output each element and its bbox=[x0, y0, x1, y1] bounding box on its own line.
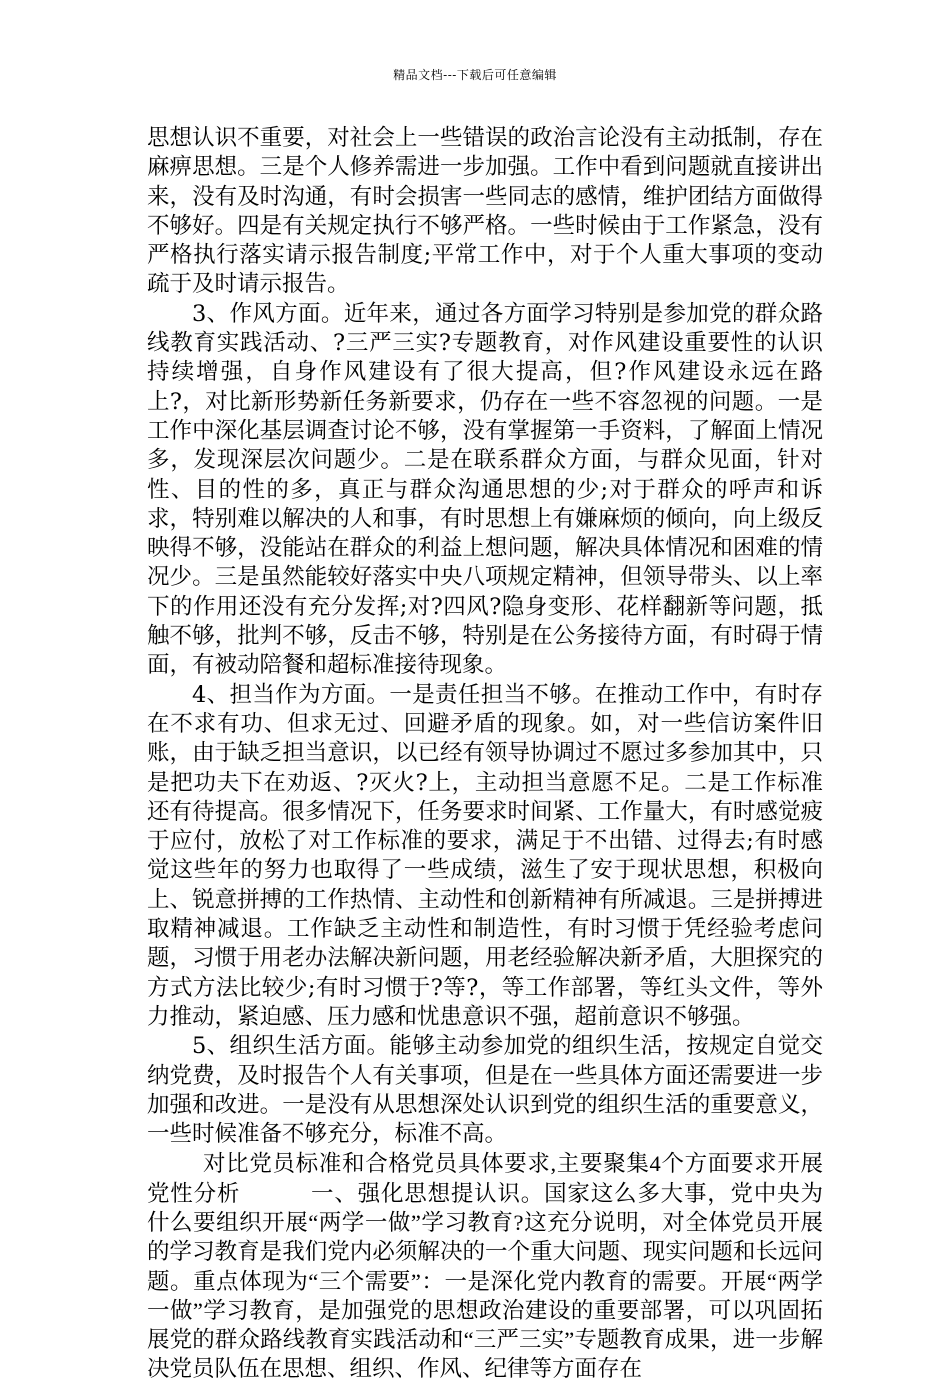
page-header: 精品文档---下载后可任意编辑 bbox=[393, 68, 557, 82]
paragraph-work-style: 3、作风方面。近年来，通过各方面学习特别是参加党的群众路线教育实践活动、?三严三实?专题教育，对作风建设重要性的认识持续增强，自身作风建设有了很大提高，但?作风建设永远在路上?，对比新形势新任务新要求，仍存在一些不容忽视的问题。一是工作中深化基层调查讨论不够，没有掌握第一手资料，了解面上情况多，发现深层次问题少。二是在联系群众方面，与群众见面，针对性、目的性的多，真正与群众沟通思想的少;对于群众的呼声和诉求，特别难以解决的人和事，有时思想上有嫌麻烦的倾向，向上级反映得不够，没能站在群众的利益上想问题，解决具体情况和困难的情况少。三是虽然能较好落实中央八项规定精神，但领导带头、以上率下的作用还没有充分发挥;对?四风?隐身变形、花样翻新等问题，抵触不够，批判不够，反击不够，特别是在公务接待方面，有时碍于情面，有被动陪餐和超标准接待现象。 bbox=[147, 300, 823, 679]
party-analysis-body: 一、强化思想提认识。国家这么多大事，党中央为什么要组织开展“两学一做”学习教育?这充分说明，对全体党员开展的学习教育是我们党内必须解决的一个重大问题、现实问题和长远问题。重点体现为“三个需要”：一是深化党内教育的需要。开展“两学一做”学习教育，是加强党的思想政治建设的重要部署，可以巩固拓展党的群众路线教育实践活动和“三严三实”专题教育成果，进一步解决党员队伍在思想、组织、作风、纪律等方面存在 bbox=[147, 1180, 823, 1382]
document-body bbox=[147, 124, 823, 1384]
paragraph-organizational-life: 5、组织生活方面。能够主动参加党的组织生活，按规定自觉交纳党费，及时报告个人有关事项，但是在一些具体方面还需要进一步加强和改进。一是没有从思想深处认识到党的组织生活的重要意义，一些时候准备不够充分，标准不高。 bbox=[147, 1033, 823, 1148]
paragraph-responsibility: 4、担当作为方面。一是责任担当不够。在推动工作中，有时存在不求有功、但求无过、回避矛盾的现象。如，对一些信访案件旧账，由于缺乏担当意识，以已经有领导协调过不愿过多参加其中，只是把功夫下在劝返、?灭火?上，主动担当意愿不足。二是工作标准还有待提高。很多情况下，任务要求时间紧、工作量大，有时感觉疲于应付，放松了对工作标准的要求，满足于不出错、过得去;有时感觉这些年的努力也取得了一些成绩，滋生了安于现状思想，积极向上、锐意拼搏的工作热情、主动性和创新精神有所减退。三是拼搏进取精神减退。工作缺乏主动性和制造性，有时习惯于凭经验考虑问题，习惯于用老办法解决新问题，用老经验解决新矛盾，大胆探究的方式方法比较少;有时习惯于?等?，等工作部署，等红头文件，等外力推动，紧迫感、压力感和忧患意识不强，超前意识不够强。 bbox=[147, 681, 823, 1030]
paragraph-party-analysis bbox=[147, 1149, 823, 1383]
party-analysis-lead: 对比党员标准和合格党员具体要求,主要聚集4个方面要求开展党性分析 bbox=[147, 1151, 823, 1206]
paragraph-conduct-continued: 思想认识不重要，对社会上一些错误的政治言论没有主动抵制，存在麻痹思想。三是个人修养需进一步加强。工作中看到问题就直接讲出来，没有及时沟通，有时会损害一些同志的感情，维护团结方面做得不够好。四是有关规定执行不够严格。一些时候由于工作紧急，没有严格执行落实请示报告制度;平常工作中，对于个人重大事项的变动疏于及时请示报告。 bbox=[147, 125, 823, 298]
